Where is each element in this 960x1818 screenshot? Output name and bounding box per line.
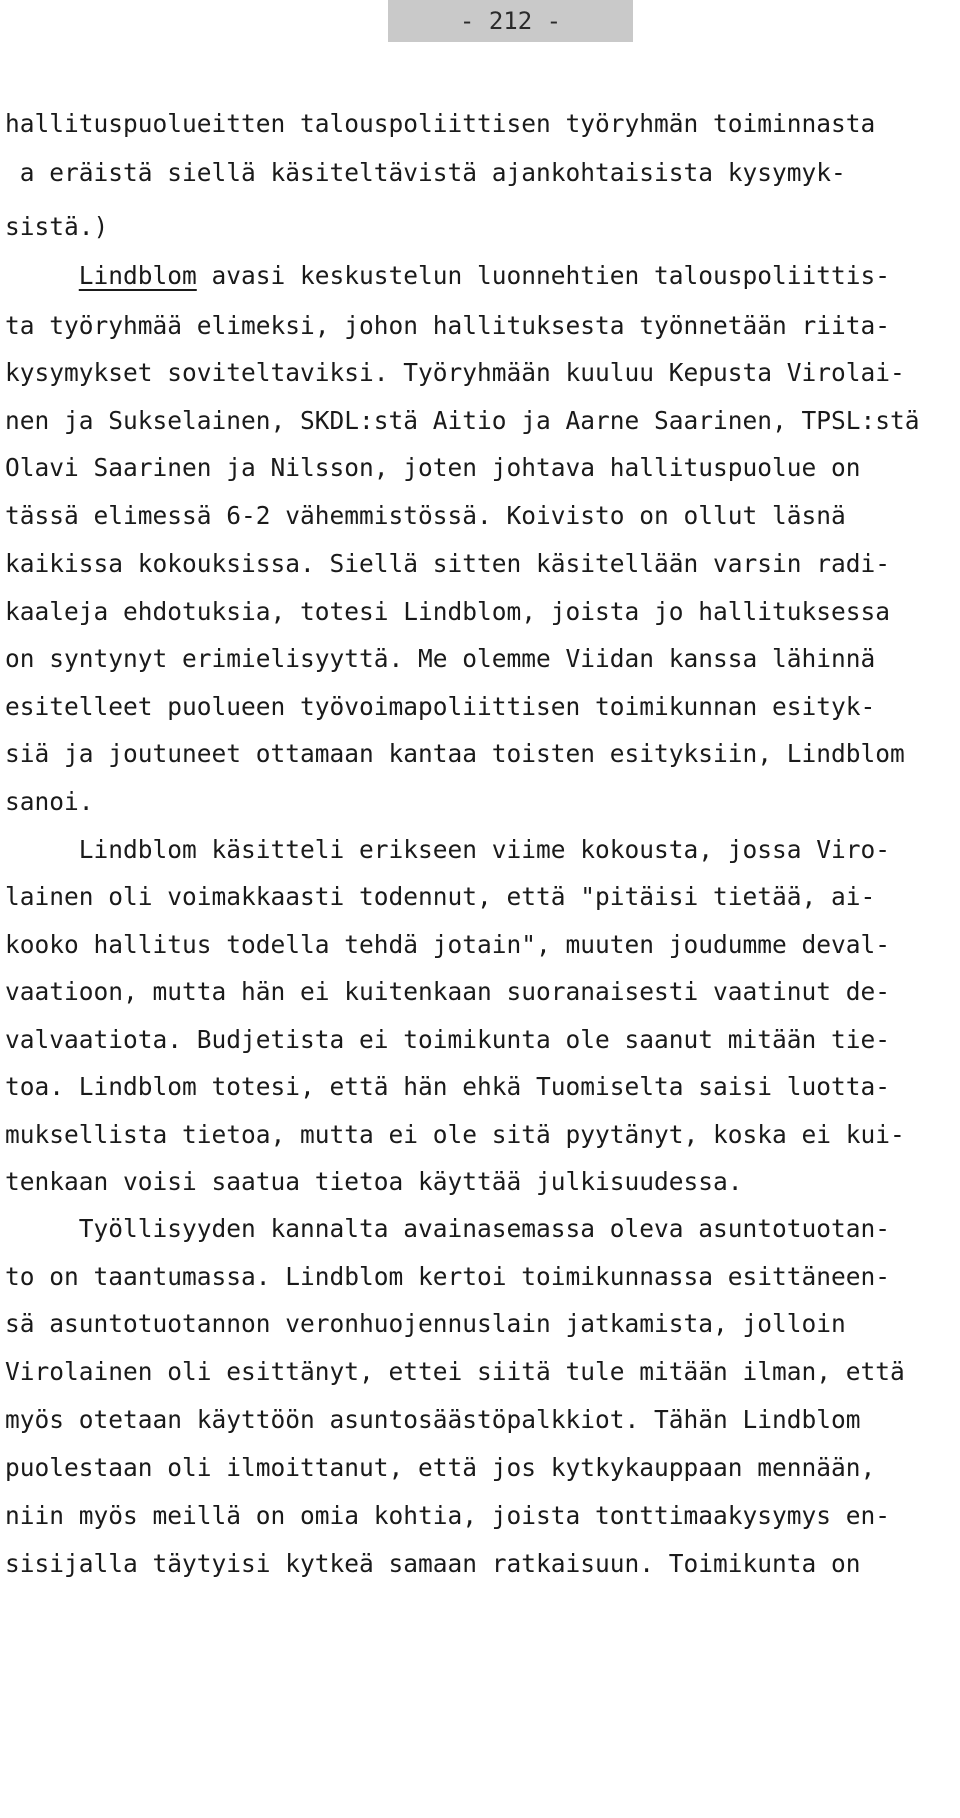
text-line: ta työryhmää elimeksi, johon hallituksesta työnnetään riita- bbox=[5, 311, 891, 340]
text-line: tässä elimessä 6-2 vähemmistössä. Koivisto on ollut läsnä bbox=[5, 501, 846, 530]
text-line: siä ja joutuneet ottamaan kantaa toisten esityksiin, Lindblom bbox=[5, 739, 905, 768]
text-line: to on taantumassa. Lindblom kertoi toimikunnassa esittäneen- bbox=[5, 1262, 891, 1291]
text-line-with-underlined-name bbox=[5, 262, 890, 289]
text-line: puolestaan oli ilmoittanut, että jos kytkykauppaan mennään, bbox=[5, 1453, 876, 1482]
text-line: Olavi Saarinen ja Nilsson, joten johtava hallituspuolue on bbox=[5, 453, 861, 482]
page-number: - 212 - bbox=[388, 0, 633, 42]
text-line: nen ja Sukselainen, SKDL:stä Aitio ja Aarne Saarinen, TPSL:stä bbox=[5, 406, 920, 435]
text-line: sä asuntotuotannon veronhuojennuslain jatkamista, jolloin bbox=[5, 1309, 846, 1338]
text-line: kooko hallitus todella tehdä jotain", muuten joudumme deval- bbox=[5, 930, 891, 959]
text-line: esitelleet puolueen työvoimapoliittisen toimikunnan esityk- bbox=[5, 692, 876, 721]
text-line: a eräistä siellä käsiteltävistä ajankohtaisista kysymyk- bbox=[5, 158, 846, 187]
text-line: kaaleja ehdotuksia, totesi Lindblom, joista jo hallituksessa bbox=[5, 597, 891, 626]
underlined-name: Lindblom bbox=[78, 261, 197, 290]
text-line: on syntynyt erimielisyyttä. Me olemme Viidan kanssa lähinnä bbox=[5, 644, 876, 673]
text-line: myös otetaan käyttöön asuntosäästöpalkkiot. Tähän Lindblom bbox=[5, 1405, 861, 1434]
text-line: sanoi. bbox=[5, 787, 94, 816]
text-line-rest: avasi keskustelun luonnehtien talouspoliittis- bbox=[196, 261, 891, 290]
text-line: hallituspuolueitten talouspoliittisen työryhmän toiminnasta bbox=[5, 109, 876, 138]
text-line: Virolainen oli esittänyt, ettei siitä tule mitään ilman, että bbox=[5, 1357, 905, 1386]
text-line: sistä.) bbox=[5, 212, 109, 241]
text-line: Työllisyyden kannalta avainasemassa oleva asuntotuotan- bbox=[5, 1214, 891, 1243]
text-line: sisijalla täytyisi kytkeä samaan ratkaisuun. Toimikunta on bbox=[5, 1549, 861, 1578]
text-line: kysymykset soviteltaviksi. Työryhmään kuuluu Kepusta Virolai- bbox=[5, 358, 905, 387]
text-line: vaatioon, mutta hän ei kuitenkaan suoranaisesti vaatinut de- bbox=[5, 977, 891, 1006]
text-line: lainen oli voimakkaasti todennut, että "pitäisi tietää, ai- bbox=[5, 882, 876, 911]
text-line: toa. Lindblom totesi, että hän ehkä Tuomiselta saisi luotta- bbox=[5, 1072, 891, 1101]
text-line: valvaatiota. Budjetista ei toimikunta ole saanut mitään tie- bbox=[5, 1025, 891, 1054]
text-line: kaikissa kokouksissa. Siellä sitten käsitellään varsin radi- bbox=[5, 549, 891, 578]
text-line: tenkaan voisi saatua tietoa käyttää julkisuudessa. bbox=[5, 1167, 743, 1196]
text-line: niin myös meillä on omia kohtia, joista tonttimaakysymys en- bbox=[5, 1501, 891, 1530]
text-line: Lindblom käsitteli erikseen viime kokousta, jossa Viro- bbox=[5, 835, 891, 864]
text-line: muksellista tietoa, mutta ei ole sitä pyytänyt, koska ei kui- bbox=[5, 1120, 905, 1149]
